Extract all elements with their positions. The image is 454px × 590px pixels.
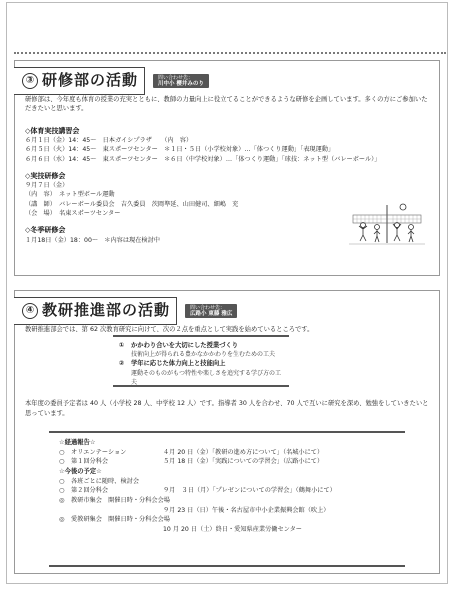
row-label: オリエンテーション xyxy=(71,448,127,456)
schedule-box xyxy=(49,431,405,567)
schedule-row xyxy=(59,486,395,496)
row-value: ９月 ３日（月）「プレゼンについての学習会」（鶴舞小にて） xyxy=(163,487,336,495)
group-line: １月18日（金）18：00～ ＊内容は現在検討中 xyxy=(25,236,160,244)
contact-box xyxy=(153,74,209,89)
schedule-indent: ９月 23 日（日）午後・名古屋市中小企業振興会館（吹上） xyxy=(163,506,330,514)
dotted-divider xyxy=(14,52,446,54)
section-paragraph: 本年度の委員予定者は 40 人（小学校 28 人、中学校 12 人）です。指導者 30 人を合わせ、70 人で互いに研究を深め、勉強をしていきたいと思っています。 xyxy=(25,400,429,418)
focus-point-desc: 運動そのものがもつ特性や楽しさを追究する学び方の工夫 xyxy=(131,369,282,386)
section-number: ③ xyxy=(22,73,38,89)
focus-point-title: かかわり合いを大切にした授業づくり xyxy=(131,342,239,349)
row-mark: ○ xyxy=(59,487,65,495)
section-title: 研修部の活動 xyxy=(42,71,139,89)
row-mark: ◎ xyxy=(59,496,65,504)
row-label: 第２回分科会 xyxy=(71,487,109,495)
schedule-indent: 10 月 20 日（土）終日・愛知県産業労働センター xyxy=(163,525,302,533)
contact-name: 広路小 東藤 雅広 xyxy=(190,310,233,317)
contact-label: 問い合わせ先： xyxy=(158,74,194,81)
row-label: 第１回分科会 xyxy=(71,458,109,466)
volleyball-illustration xyxy=(347,199,427,247)
group-line: ６月６日（水）14：45～ 東スポーツセンター ＊６日（中学校対象）…「体つくり運動」「球技：ネット型（バレーボール）」 xyxy=(25,155,381,163)
row-mark: ○ xyxy=(59,477,65,485)
schedule-row xyxy=(59,496,395,506)
row-value: ４月 20 日（金）「教研の進め方について」（名城小にて） xyxy=(163,448,324,456)
row-label: 各班ごとに随時、検討会 xyxy=(71,477,140,485)
schedule-row xyxy=(59,448,395,458)
contact-name: 川中小 櫻井みのり xyxy=(158,80,204,87)
row-mark: ○ xyxy=(59,448,65,456)
focus-point xyxy=(119,359,283,386)
group-line: （講 師） バレーボール委員会 吉久委員 茨岡準延、山田健司、細嶋 充 xyxy=(25,200,239,208)
row-label: 教研市集会 開催日時・分科会会場 xyxy=(71,496,170,504)
row-label: 愛教研集会 開催日時・分科会会場 xyxy=(71,516,170,524)
focus-points-box xyxy=(113,335,289,387)
section-title-box xyxy=(14,297,177,325)
schedule-past-heading: ☆経過報告☆ xyxy=(59,439,96,446)
group-line: ６月１日（金）14：45～ 日本ガイシプラザ （内 容） xyxy=(25,137,193,145)
focus-point-number: ② xyxy=(119,360,125,368)
focus-point-title: 学年に応じた体力向上と技能向上 xyxy=(131,360,226,368)
group-heading: ◇冬季研修会 xyxy=(25,226,66,235)
section-title-box xyxy=(14,67,145,95)
schedule-row xyxy=(59,457,395,467)
group-line: ６月５日（火）14：45～ 東スポーツセンター ＊１日・５日（小学校対象）…「体つくり運動」「表現運動」 xyxy=(25,146,335,154)
section-number: ④ xyxy=(22,303,38,319)
group-line: ９月７日（金） xyxy=(25,182,69,190)
schedule-row xyxy=(59,477,395,487)
row-mark: ○ xyxy=(59,458,65,466)
group-heading: ◇実技研修会 xyxy=(25,172,66,181)
contact-box xyxy=(185,304,237,319)
group-heading: ◇体育実技講習会 xyxy=(25,127,80,135)
focus-point xyxy=(119,341,283,359)
section-research xyxy=(14,290,440,574)
section-title: 教研推進部の活動 xyxy=(42,301,171,319)
schedule-future-heading: ☆今後の予定☆ xyxy=(59,467,102,475)
section-intro: 教研推進部会では、第 62 次教育研究に向けて、次の２点を重点として実践を始めているところです。 xyxy=(25,326,314,333)
section-header xyxy=(14,67,209,95)
contact-label: 問い合わせ先： xyxy=(190,304,226,311)
focus-point-desc: 技術向上が得られる豊かなかかわりを生むための工夫 xyxy=(131,351,276,359)
schedule-row xyxy=(59,515,395,525)
group-line: （内 容） ネット型ボール運動 xyxy=(25,191,115,199)
section-header xyxy=(14,297,237,325)
section-training xyxy=(14,60,440,276)
focus-point-number: ① xyxy=(119,342,125,349)
row-mark: ◎ xyxy=(59,516,65,524)
section-intro: 研修部は、今年度も体育の授業の充実とともに、教師の力量向上に役立てることができるような研修を企画しています。多くの方にご参加いただきたいと思います。 xyxy=(25,96,428,113)
row-value: ５月 18 日（金）「実践についての学習会」（広路小にて） xyxy=(163,458,324,466)
group-line: （会 場） 名東スポーツセンター xyxy=(25,210,121,218)
